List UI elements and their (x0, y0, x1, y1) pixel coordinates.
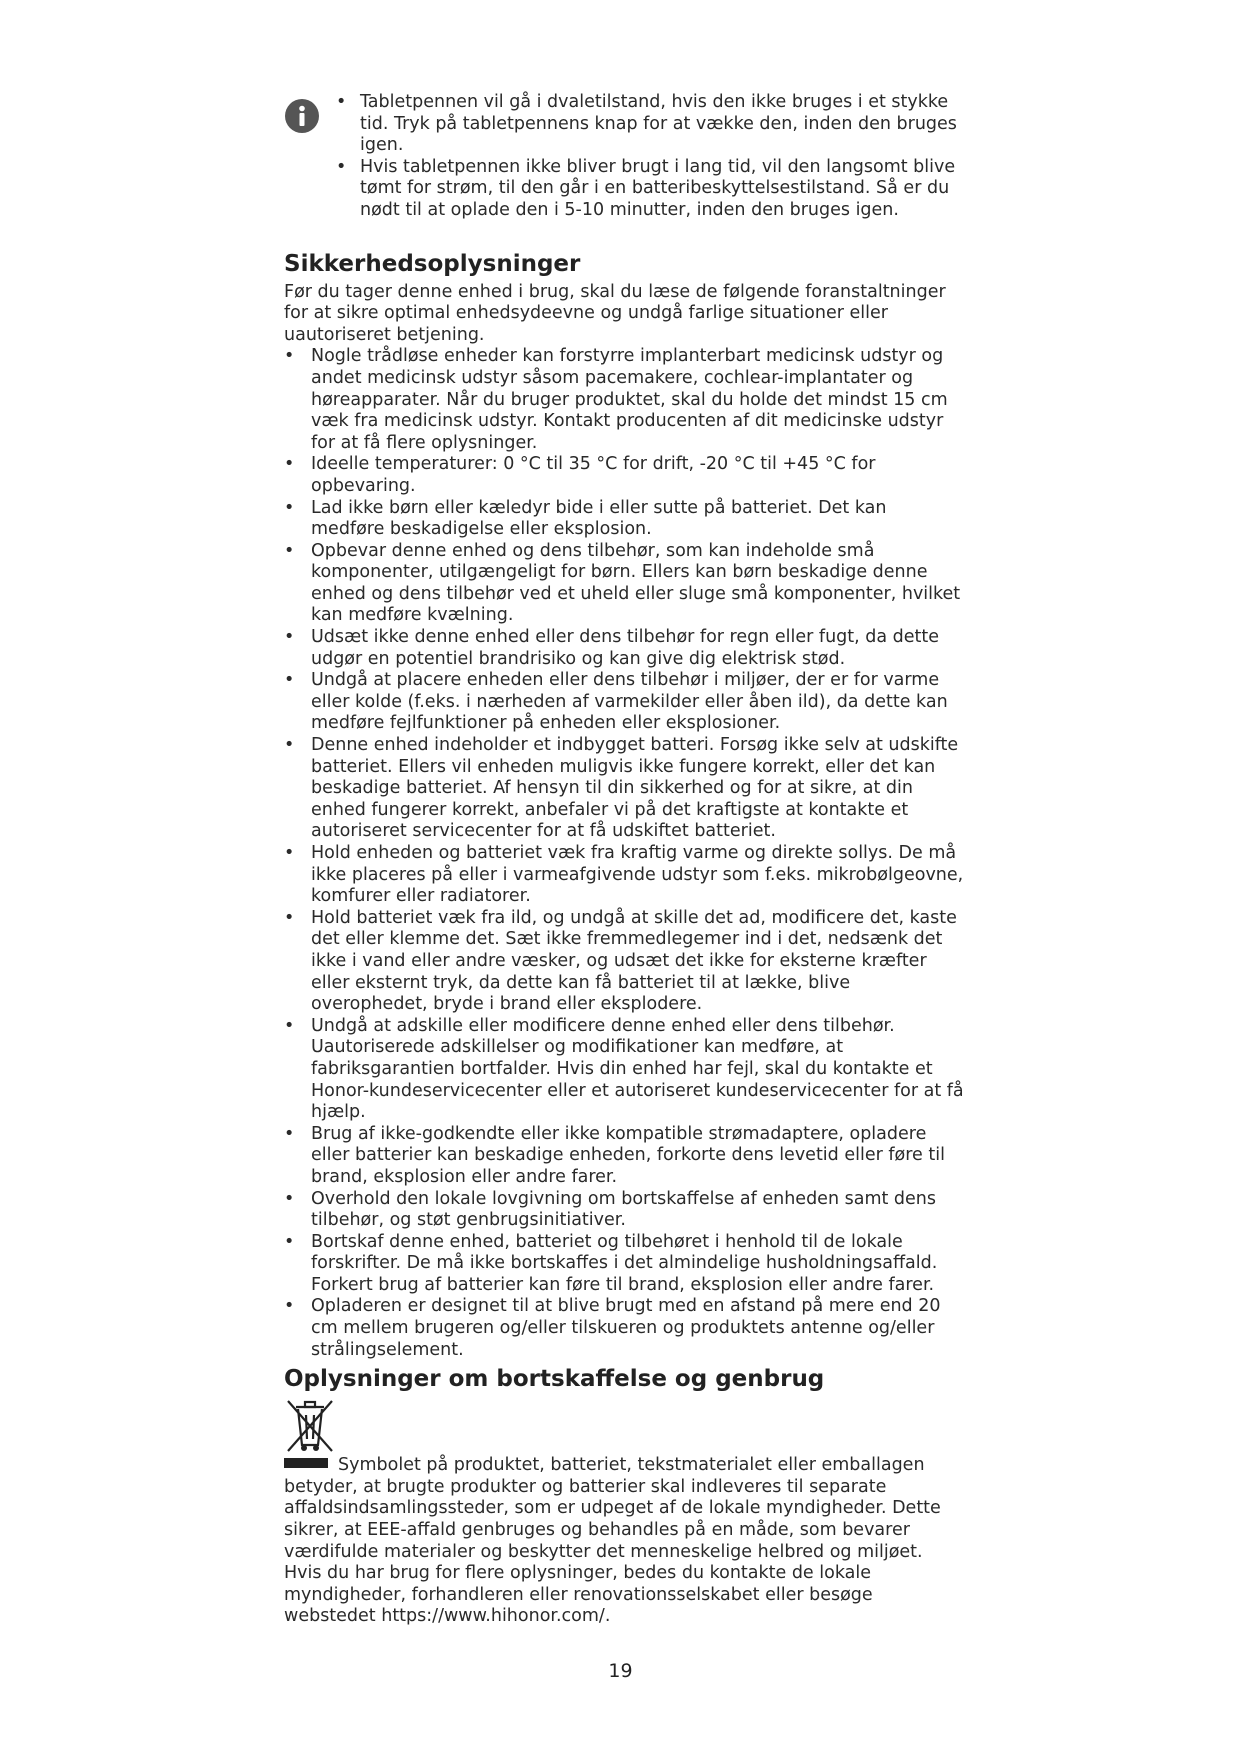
safety-item: • Overhold den lokale lovgivning om bortskaffelse af enheden samt dens tilbehør, og støt genbrugsinitiativer. (284, 1189, 964, 1232)
safety-item: • Bortskaf denne enhed, batteriet og tilbehøret i henhold til de lokale forskrifter. De må ikke bortskaffes i det almindelige husholdningsaffald. Forkert brug af batterier kan føre til brand, eksplosion eller andre farer. (284, 1232, 964, 1297)
info-icon (284, 98, 320, 134)
safety-intro: Før du tager denne enhed i brug, skal du læse de følgende foranstaltninger for at sikre optimal enhedsydeevne og undgå farlige situationer eller uautoriseret betjening. (284, 281, 946, 345)
safety-item: • Brug af ikke-godkendte eller ikke kompatible strømadaptere, opladere eller batterier kan beskadige enheden, forkorte dens levetid eller føre til brand, eksplosion eller andre farer. (284, 1124, 964, 1189)
disposal-heading: Oplysninger om bortskaffelse og genbrug (284, 1366, 825, 1393)
safety-item: • Lad ikke børn eller kæledyr bide i eller sutte på batteriet. Det kan medføre beskadigelse eller eksplosion. (284, 498, 964, 541)
safety-item: • Hold enheden og batteriet væk fra kraftig varme og direkte sollys. De må ikke placeres på eller i varmeafgivende udstyr som f.eks. mikrobølgeovne, komfurer eller radiatorer. (284, 843, 964, 908)
safety-list (284, 346, 964, 1361)
safety-item: • Nogle trådløse enheder kan forstyrre implanterbart medicinsk udstyr og andet medicinsk udstyr såsom pacemakere, cochlear-implantater og høreapparater. Når du bruger produktet, skal du holde det mindst 15 cm væk fra medicinsk udstyr. Kontakt producenten af dit medicinske udstyr for at få flere oplysninger. (284, 346, 964, 454)
safety-item: • Undgå at placere enheden eller dens tilbehør i miljøer, der er for varme eller kolde (f.eks. i nærheden af varmekilder eller åben ild), da dette kan medføre fejlfunktioner på enheden eller eksplosioner. (284, 670, 964, 735)
safety-item: • Opbevar denne enhed og dens tilbehør, som kan indeholde små komponenter, utilgængeligt for børn. Ellers kan børn beskadige denne enhed og dens tilbehør ved et uheld eller sluge små komponenter, hvilket kan medføre kvælning. (284, 541, 964, 627)
disposal-text: Symbolet på produktet, batteriet, tekstmaterialet eller emballagen betyder, at brugte produkter og batterier skal indleveres til separate affaldsindsamlingssteder, som er udpeget af de lokale myndigheder. Dette sikrer, at EEE-affald genbruges og behandles på en måde, som bevarer værdifulde materialer og beskytter det menneskelige helbred og miljøet. Hvis du har brug for flere oplysninger, bedes du kontakte de lokale myndigheder, forhandleren eller renovationsselskabet eller besøge webstedet https://www.hihonor.com/. (284, 1455, 941, 1627)
note-item: • Hvis tabletpennen ikke bliver brugt i lang tid, vil den langsomt blive tømt for strøm, til den går i en batteribeskyttelsestilstand. Så er du nødt til at oplade den i 5-10 minutter, inden den bruges igen. (336, 157, 964, 222)
disposal-section (284, 1365, 964, 1628)
note-list (336, 92, 964, 222)
info-note (284, 92, 964, 222)
safety-item: • Udsæt ikke denne enhed eller dens tilbehør for regn eller fugt, da dette udgør en potentiel brandrisiko og kan give dig elektrisk stød. (284, 627, 964, 670)
safety-item: • Opladeren er designet til at blive brugt med en afstand på mere end 20 cm mellem brugeren og/eller tilskueren og produktets antenne og/eller strålingselement. (284, 1296, 964, 1361)
weee-crossed-bin-icon (284, 1397, 336, 1455)
safety-item: • Hold batteriet væk fra ild, og undgå at skille det ad, modificere det, kaste det eller klemme det. Sæt ikke fremmedlegemer ind i det, nedsænk det ikke i vand eller andre væsker, og udsæt det ikke for eksterne kræfter eller eksternt tryk, da dette kan få batteriet til at lække, blive overophedet, bryde i brand eller eksplodere. (284, 908, 964, 1016)
safety-item: • Ideelle temperaturer: 0 °C til 35 °C for drift, -20 °C til +45 °C for opbevaring. (284, 454, 964, 497)
page-number: 19 (608, 1660, 633, 1682)
page-content (284, 92, 964, 1628)
weee-bar-icon (284, 1458, 328, 1468)
safety-item: • Denne enhed indeholder et indbygget batteri. Forsøg ikke selv at udskifte batteriet. Ellers vil enheden muligvis ikke fungere korrekt, eller det kan beskadige batteriet. Af hensyn til din sikkerhed og for at sikre, at din enhed fungerer korrekt, anbefaler vi på det kraftigste at kontakte et autoriseret servicecenter for at få udskiftet batteriet. (284, 735, 964, 843)
safety-heading: Sikkerhedsoplysninger (284, 250, 581, 277)
safety-item: • Undgå at adskille eller modificere denne enhed eller dens tilbehør. Uautoriserede adskillelser og modifikationer kan medføre, at fabriksgarantien bortfalder. Hvis din enhed har fejl, skal du kontakte et Honor-kundeservicecenter eller et autoriseret kundeservicecenter for at få hjælp. (284, 1016, 964, 1124)
safety-section (284, 250, 964, 1362)
disposal-text-paragraph (284, 1455, 964, 1628)
note-item: • Tabletpennen vil gå i dvaletilstand, hvis den ikke bruges i et stykke tid. Tryk på tabletpennens knap for at vække den, inden den bruges igen. (336, 92, 964, 157)
